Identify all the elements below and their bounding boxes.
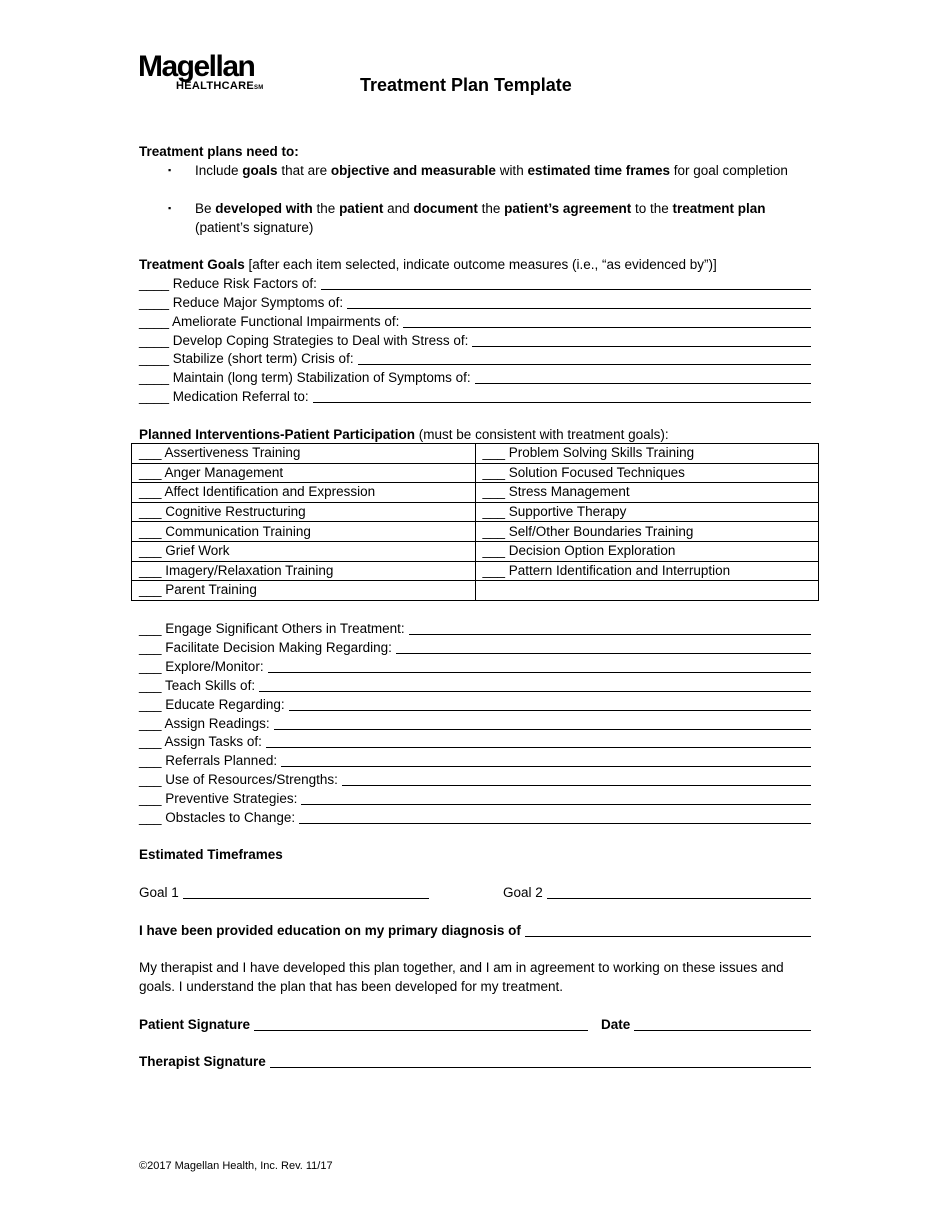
activity-line <box>139 770 811 789</box>
intervention-cell[interactable]: ___ Pattern Identification and Interruption <box>475 561 819 581</box>
goal-line <box>139 274 811 293</box>
req1-t4: objective and measurable <box>330 163 496 178</box>
activity-label: ___ Teach Skills of: <box>139 678 256 693</box>
table-row <box>132 522 819 542</box>
goal-line <box>139 293 811 312</box>
requirements-heading-text: Treatment plans need to: <box>139 144 299 159</box>
activity-fill-line[interactable] <box>274 715 811 730</box>
goal-line <box>139 368 811 387</box>
patient-signature-line[interactable] <box>254 1016 588 1031</box>
bullet-icon: ▪ <box>168 203 172 213</box>
activity-fill-line[interactable] <box>289 696 811 711</box>
req1-t3: that are <box>277 163 331 178</box>
goals-heading <box>139 255 811 274</box>
req1-t1: Include <box>195 163 243 178</box>
date-field <box>601 1015 811 1034</box>
activity-fill-line[interactable] <box>266 733 811 748</box>
goal-label: ____ Reduce Major Symptoms of: <box>139 295 344 310</box>
activity-line <box>139 638 811 657</box>
req2-t10: treatment plan <box>672 201 766 216</box>
activity-line <box>139 714 811 733</box>
goal-label: ____ Reduce Risk Factors of: <box>139 276 317 291</box>
therapist-signature-line[interactable] <box>270 1053 811 1068</box>
diagnosis-line <box>139 921 811 940</box>
date-label: Date <box>601 1017 631 1032</box>
activity-label: ___ Educate Regarding: <box>139 697 285 712</box>
activity-fill-line[interactable] <box>299 809 811 824</box>
activity-label: ___ Preventive Strategies: <box>139 791 298 806</box>
intervention-cell[interactable]: ___ Imagery/Relaxation Training <box>132 561 476 581</box>
req2-t3: the <box>312 201 340 216</box>
goal-line <box>139 331 811 350</box>
interventions-heading-text: Planned Interventions-Patient Participation <box>139 427 416 442</box>
goal2-fill-line[interactable] <box>547 884 811 899</box>
table-row <box>132 541 819 561</box>
req2-t1: Be <box>195 201 216 216</box>
goal2-field <box>503 883 811 902</box>
interventions-heading <box>139 425 811 444</box>
goal-label: ____ Maintain (long term) Stabilization of Symptoms of: <box>139 370 471 385</box>
goal-label: ____ Stabilize (short term) Crisis of: <box>139 351 354 366</box>
req1-t6: estimated time frames <box>527 163 671 178</box>
req2-t8: patient’s agreement <box>504 201 632 216</box>
interventions-table <box>131 443 819 601</box>
intervention-cell[interactable]: ___ Stress Management <box>475 483 819 503</box>
activity-line <box>139 619 811 638</box>
goal-label: ____ Develop Coping Strategies to Deal with Stress of: <box>139 333 469 348</box>
req1-t7: for goal completion <box>670 163 788 178</box>
document-title: Treatment Plan Template <box>360 75 572 95</box>
logo-service-mark: SM <box>253 85 264 91</box>
intervention-cell[interactable]: ___ Affect Identification and Expression <box>132 483 476 503</box>
intervention-cell[interactable]: ___ Decision Option Exploration <box>475 541 819 561</box>
activity-line <box>139 732 811 751</box>
intervention-cell[interactable]: ___ Supportive Therapy <box>475 502 819 522</box>
requirements-heading <box>139 142 811 161</box>
goal-line <box>139 312 811 331</box>
requirement-goals <box>195 161 810 180</box>
therapist-signature-field <box>139 1052 811 1071</box>
intervention-cell[interactable]: ___ Anger Management <box>132 463 476 483</box>
goal-label: ____ Ameliorate Functional Impairments of: <box>139 314 400 329</box>
table-row <box>132 581 819 601</box>
req1-t5: with <box>495 163 528 178</box>
magellan-logo: Magellan <box>138 50 255 83</box>
therapist-signature-label: Therapist Signature <box>139 1054 266 1069</box>
activity-label: ___ Engage Significant Others in Treatment: <box>139 621 405 636</box>
activity-label: ___ Referrals Planned: <box>139 753 278 768</box>
patient-signature-field <box>139 1015 588 1034</box>
activity-fill-line[interactable] <box>409 620 811 635</box>
intervention-cell[interactable]: ___ Problem Solving Skills Training <box>475 444 819 464</box>
goal-fill-line[interactable] <box>358 350 811 365</box>
goal-line <box>139 349 811 368</box>
activity-fill-line[interactable] <box>268 658 811 673</box>
diagnosis-label: I have been provided education on my primary diagnosis of <box>139 923 521 938</box>
activity-label: ___ Assign Readings: <box>139 716 270 731</box>
goal-fill-line[interactable] <box>475 369 811 384</box>
logo-sub-text: HEALTHCARE <box>176 80 254 92</box>
req1-t2: goals <box>242 163 278 178</box>
goal2-label: Goal 2 <box>503 885 543 900</box>
goals-heading-note: [after each item selected, indicate outcome measures (i.e., “as evidenced by”)] <box>244 257 717 272</box>
req2-t7: the <box>477 201 505 216</box>
goal-fill-line[interactable] <box>321 275 811 290</box>
req2-t4: patient <box>339 201 384 216</box>
bullet-icon: ▪ <box>168 165 172 175</box>
table-row <box>132 483 819 503</box>
activity-line <box>139 789 811 808</box>
goal-label: ____ Medication Referral to: <box>139 389 309 404</box>
agreement-text: My therapist and I have developed this plan together, and I am in agreement to working on these issues and goals. I understand the plan that has been developed for my treatment. <box>139 960 784 994</box>
timeframes-heading-text: Estimated Timeframes <box>139 847 283 862</box>
goal-line <box>139 387 811 406</box>
table-row <box>132 444 819 464</box>
activity-label: ___ Explore/Monitor: <box>139 659 264 674</box>
activity-label: ___ Facilitate Decision Making Regarding: <box>139 640 392 655</box>
activity-line <box>139 695 811 714</box>
activity-label: ___ Use of Resources/Strengths: <box>139 772 338 787</box>
intervention-cell[interactable]: ___ Self/Other Boundaries Training <box>475 522 819 542</box>
intervention-cell[interactable]: ___ Parent Training <box>132 581 476 601</box>
date-line[interactable] <box>634 1016 811 1031</box>
activity-line <box>139 751 811 770</box>
diagnosis-fill-line[interactable] <box>525 922 811 937</box>
activity-fill-line[interactable] <box>281 752 811 767</box>
goals-heading-text: Treatment Goals <box>139 257 245 272</box>
intervention-cell[interactable]: ___ Cognitive Restructuring <box>132 502 476 522</box>
goal-fill-line[interactable] <box>403 313 811 328</box>
req2-t5: and <box>383 201 414 216</box>
activity-line <box>139 657 811 676</box>
activity-label: ___ Assign Tasks of: <box>139 734 262 749</box>
goal-fill-line[interactable] <box>347 294 811 309</box>
activity-line <box>139 676 811 695</box>
activity-fill-line[interactable] <box>259 677 811 692</box>
table-row <box>132 502 819 522</box>
requirement-agreement <box>195 199 810 237</box>
intervention-cell-empty <box>475 581 819 601</box>
activity-fill-line[interactable] <box>301 790 811 805</box>
goal1-label: Goal 1 <box>139 885 179 900</box>
table-row <box>132 561 819 581</box>
intervention-cell[interactable]: ___ Solution Focused Techniques <box>475 463 819 483</box>
interventions-heading-note: (must be consistent with treatment goals): <box>415 427 669 442</box>
patient-signature-label: Patient Signature <box>139 1017 251 1032</box>
goal1-field <box>139 883 429 902</box>
activity-label: ___ Obstacles to Change: <box>139 810 296 825</box>
goal1-fill-line[interactable] <box>183 884 429 899</box>
intervention-cell[interactable]: ___ Communication Training <box>132 522 476 542</box>
req2-t2: developed with <box>215 201 313 216</box>
activity-line <box>139 808 811 827</box>
activity-fill-line[interactable] <box>342 771 811 786</box>
table-row <box>132 463 819 483</box>
magellan-logo-sub <box>176 80 264 94</box>
goal-fill-line[interactable] <box>472 332 811 347</box>
req2-t9: to the <box>631 201 673 216</box>
goal-fill-line[interactable] <box>313 388 811 403</box>
timeframes-heading <box>139 845 811 864</box>
activity-fill-line[interactable] <box>396 639 811 654</box>
copyright-footer: ©2017 Magellan Health, Inc. Rev. 11/17 <box>139 1160 333 1172</box>
req2-t11: (patient’s signature) <box>195 220 314 235</box>
intervention-cell[interactable]: ___ Assertiveness Training <box>132 444 476 464</box>
intervention-cell[interactable]: ___ Grief Work <box>132 541 476 561</box>
req2-t6: document <box>413 201 478 216</box>
